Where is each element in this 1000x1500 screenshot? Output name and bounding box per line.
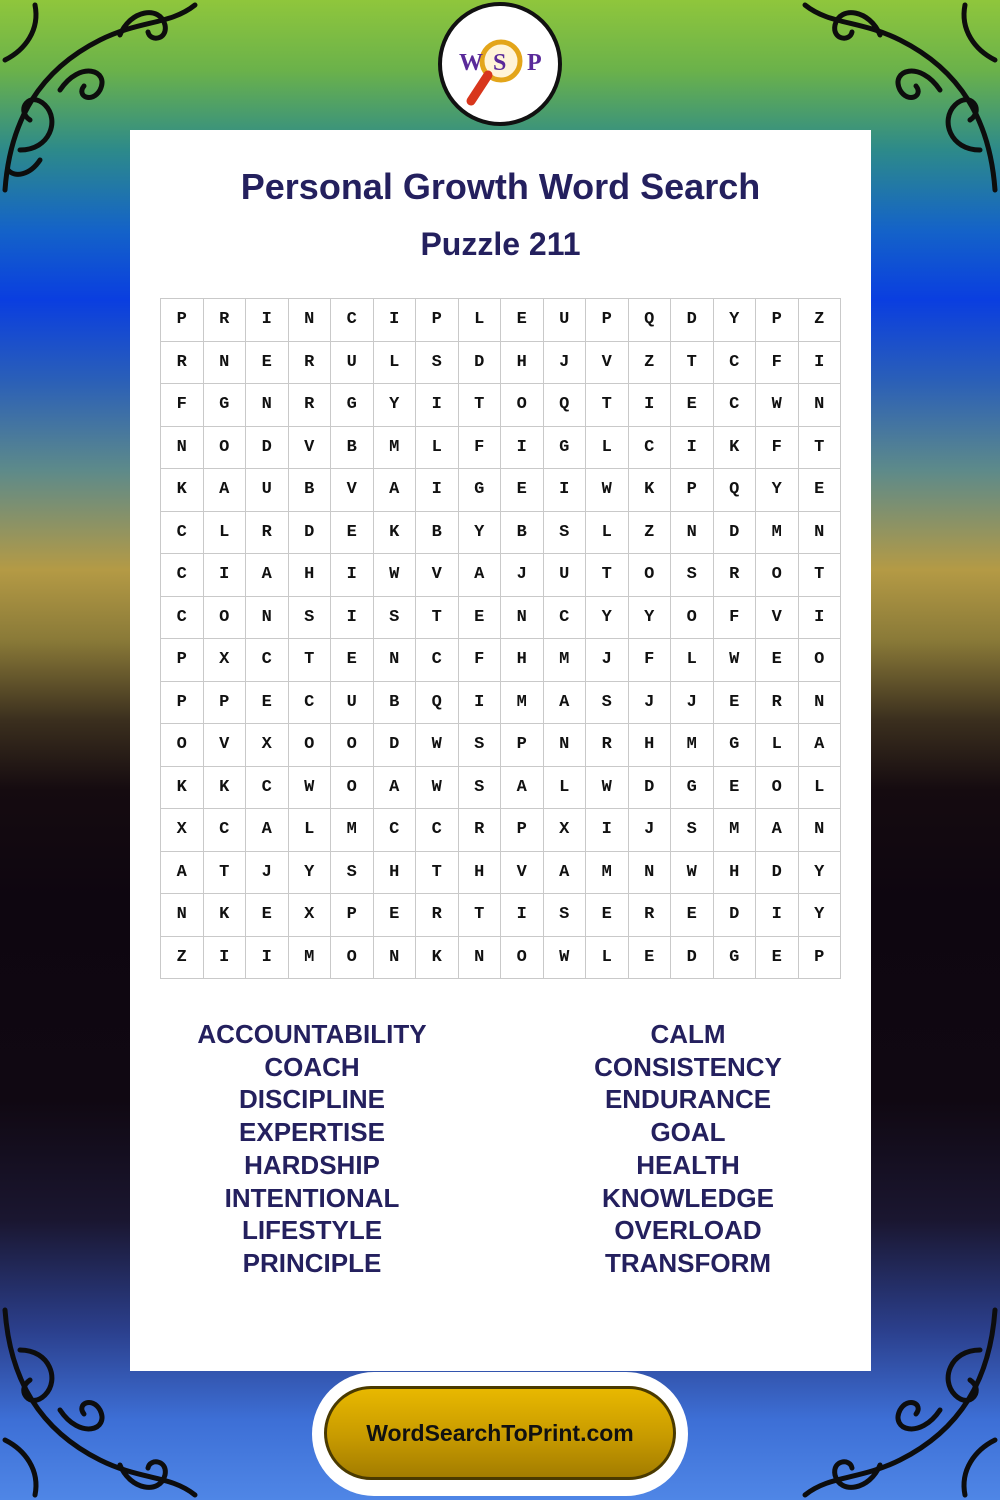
- grid-cell[interactable]: F: [459, 639, 502, 682]
- grid-cell[interactable]: E: [374, 894, 417, 937]
- grid-cell[interactable]: I: [799, 597, 842, 640]
- grid-cell[interactable]: E: [246, 682, 289, 725]
- grid-cell[interactable]: R: [204, 299, 247, 342]
- grid-cell[interactable]: N: [629, 852, 672, 895]
- grid-cell[interactable]: A: [161, 852, 204, 895]
- grid-cell[interactable]: Q: [629, 299, 672, 342]
- grid-cell[interactable]: H: [459, 852, 502, 895]
- grid-cell[interactable]: K: [629, 469, 672, 512]
- grid-cell[interactable]: I: [756, 894, 799, 937]
- grid-cell[interactable]: C: [714, 384, 757, 427]
- grid-cell[interactable]: G: [331, 384, 374, 427]
- grid-cell[interactable]: N: [246, 384, 289, 427]
- grid-cell[interactable]: R: [246, 512, 289, 555]
- grid-cell[interactable]: P: [671, 469, 714, 512]
- grid-cell[interactable]: B: [501, 512, 544, 555]
- grid-cell[interactable]: Z: [629, 512, 672, 555]
- grid-cell[interactable]: S: [374, 597, 417, 640]
- grid-cell[interactable]: N: [374, 639, 417, 682]
- grid-cell[interactable]: B: [416, 512, 459, 555]
- grid-cell[interactable]: A: [756, 809, 799, 852]
- grid-cell[interactable]: S: [671, 809, 714, 852]
- grid-cell[interactable]: P: [161, 639, 204, 682]
- grid-cell[interactable]: S: [416, 342, 459, 385]
- grid-cell[interactable]: E: [331, 512, 374, 555]
- grid-cell[interactable]: N: [161, 427, 204, 470]
- grid-cell[interactable]: C: [246, 767, 289, 810]
- grid-cell[interactable]: C: [331, 299, 374, 342]
- grid-cell[interactable]: E: [756, 639, 799, 682]
- grid-cell[interactable]: R: [629, 894, 672, 937]
- grid-cell[interactable]: R: [756, 682, 799, 725]
- word-list-item: PRINCIPLE: [242, 1247, 382, 1278]
- grid-cell[interactable]: J: [671, 682, 714, 725]
- grid-cell[interactable]: T: [204, 852, 247, 895]
- grid-cell[interactable]: O: [671, 597, 714, 640]
- grid-cell[interactable]: D: [289, 512, 332, 555]
- grid-cell[interactable]: L: [416, 427, 459, 470]
- grid-cell[interactable]: G: [204, 384, 247, 427]
- grid-cell[interactable]: O: [331, 767, 374, 810]
- grid-cell[interactable]: J: [501, 554, 544, 597]
- grid-cell[interactable]: C: [161, 597, 204, 640]
- grid-cell[interactable]: T: [459, 894, 502, 937]
- grid-cell[interactable]: I: [374, 299, 417, 342]
- grid-cell[interactable]: D: [629, 767, 672, 810]
- grid-cell[interactable]: I: [544, 469, 587, 512]
- grid-cell[interactable]: T: [799, 427, 842, 470]
- grid-cell[interactable]: K: [161, 767, 204, 810]
- grid-cell[interactable]: S: [671, 554, 714, 597]
- grid-cell[interactable]: K: [714, 427, 757, 470]
- grid-cell[interactable]: V: [289, 427, 332, 470]
- grid-cell[interactable]: S: [544, 512, 587, 555]
- site-link-button[interactable]: [324, 1386, 676, 1480]
- grid-cell[interactable]: A: [246, 554, 289, 597]
- grid-cell[interactable]: E: [756, 937, 799, 980]
- grid-cell[interactable]: H: [289, 554, 332, 597]
- grid-cell[interactable]: O: [204, 427, 247, 470]
- grid-cell[interactable]: B: [331, 427, 374, 470]
- word-list-left: [152, 1018, 472, 1280]
- grid-cell[interactable]: L: [671, 639, 714, 682]
- grid-cell[interactable]: N: [501, 597, 544, 640]
- grid-cell[interactable]: E: [714, 682, 757, 725]
- grid-cell[interactable]: I: [331, 554, 374, 597]
- grid-cell[interactable]: R: [459, 809, 502, 852]
- grid-cell[interactable]: T: [289, 639, 332, 682]
- grid-cell[interactable]: W: [586, 767, 629, 810]
- grid-cell[interactable]: C: [416, 809, 459, 852]
- grid-cell[interactable]: O: [331, 937, 374, 980]
- grid-cell[interactable]: R: [416, 894, 459, 937]
- grid-cell[interactable]: T: [416, 597, 459, 640]
- grid-cell[interactable]: I: [246, 299, 289, 342]
- grid-cell[interactable]: C: [416, 639, 459, 682]
- grid-cell[interactable]: M: [544, 639, 587, 682]
- grid-cell[interactable]: R: [289, 342, 332, 385]
- grid-cell[interactable]: G: [671, 767, 714, 810]
- grid-cell[interactable]: F: [629, 639, 672, 682]
- grid-cell[interactable]: E: [501, 299, 544, 342]
- grid-cell[interactable]: N: [374, 937, 417, 980]
- grid-cell[interactable]: I: [331, 597, 374, 640]
- grid-cell[interactable]: S: [459, 724, 502, 767]
- grid-cell[interactable]: I: [459, 682, 502, 725]
- grid-cell[interactable]: P: [501, 809, 544, 852]
- grid-cell[interactable]: I: [416, 384, 459, 427]
- grid-cell[interactable]: W: [416, 767, 459, 810]
- grid-cell[interactable]: O: [161, 724, 204, 767]
- grid-cell[interactable]: D: [756, 852, 799, 895]
- grid-cell[interactable]: C: [161, 554, 204, 597]
- grid-cell[interactable]: Y: [586, 597, 629, 640]
- grid-cell[interactable]: V: [331, 469, 374, 512]
- grid-cell[interactable]: B: [374, 682, 417, 725]
- grid-cell[interactable]: F: [756, 342, 799, 385]
- site-link-text: WordSearchToPrint.com: [366, 1419, 634, 1446]
- grid-cell[interactable]: N: [289, 299, 332, 342]
- grid-cell[interactable]: I: [416, 469, 459, 512]
- grid-cell[interactable]: A: [374, 469, 417, 512]
- word-list-item: ACCOUNTABILITY: [197, 1019, 427, 1049]
- grid-cell[interactable]: U: [331, 682, 374, 725]
- grid-cell[interactable]: T: [416, 852, 459, 895]
- grid-cell[interactable]: O: [799, 639, 842, 682]
- letter-grid: [160, 298, 841, 979]
- grid-cell[interactable]: V: [204, 724, 247, 767]
- grid-cell[interactable]: P: [161, 299, 204, 342]
- grid-cell[interactable]: P: [416, 299, 459, 342]
- word-list-item: GOAL: [650, 1117, 726, 1148]
- grid-cell[interactable]: E: [671, 894, 714, 937]
- word-list-right: [528, 1018, 848, 1280]
- grid-cell[interactable]: A: [374, 767, 417, 810]
- grid-cell[interactable]: Y: [459, 512, 502, 555]
- grid-cell[interactable]: M: [374, 427, 417, 470]
- grid-cell[interactable]: I: [501, 894, 544, 937]
- grid-cell[interactable]: L: [204, 512, 247, 555]
- word-list-item: DISCIPLINE: [239, 1084, 385, 1115]
- grid-cell[interactable]: X: [161, 809, 204, 852]
- grid-cell[interactable]: J: [246, 852, 289, 895]
- grid-cell[interactable]: Y: [714, 299, 757, 342]
- grid-cell[interactable]: L: [586, 512, 629, 555]
- grid-cell[interactable]: A: [544, 852, 587, 895]
- grid-cell[interactable]: J: [544, 342, 587, 385]
- site-link-badge[interactable]: [312, 1372, 688, 1496]
- grid-cell[interactable]: E: [459, 597, 502, 640]
- grid-cell[interactable]: E: [671, 384, 714, 427]
- grid-cell[interactable]: Y: [289, 852, 332, 895]
- grid-cell[interactable]: E: [586, 894, 629, 937]
- logo-letter-p: P: [527, 50, 542, 76]
- grid-cell[interactable]: R: [586, 724, 629, 767]
- grid-cell[interactable]: L: [586, 937, 629, 980]
- grid-cell[interactable]: N: [459, 937, 502, 980]
- grid-cell[interactable]: L: [374, 342, 417, 385]
- grid-cell[interactable]: O: [756, 554, 799, 597]
- grid-cell[interactable]: C: [289, 682, 332, 725]
- grid-cell[interactable]: O: [501, 384, 544, 427]
- grid-cell[interactable]: H: [714, 852, 757, 895]
- grid-cell[interactable]: U: [544, 299, 587, 342]
- grid-cell[interactable]: W: [586, 469, 629, 512]
- grid-cell[interactable]: K: [161, 469, 204, 512]
- grid-cell[interactable]: S: [331, 852, 374, 895]
- grid-cell[interactable]: C: [204, 809, 247, 852]
- grid-cell[interactable]: H: [501, 639, 544, 682]
- grid-cell[interactable]: Y: [374, 384, 417, 427]
- grid-cell[interactable]: N: [799, 682, 842, 725]
- grid-cell[interactable]: P: [501, 724, 544, 767]
- grid-cell[interactable]: R: [714, 554, 757, 597]
- grid-cell[interactable]: L: [544, 767, 587, 810]
- grid-cell[interactable]: A: [799, 724, 842, 767]
- grid-cell[interactable]: F: [161, 384, 204, 427]
- grid-cell[interactable]: E: [331, 639, 374, 682]
- grid-cell[interactable]: D: [246, 427, 289, 470]
- grid-cell[interactable]: Z: [629, 342, 672, 385]
- grid-cell[interactable]: B: [289, 469, 332, 512]
- grid-cell[interactable]: X: [246, 724, 289, 767]
- grid-cell[interactable]: D: [671, 299, 714, 342]
- grid-cell[interactable]: M: [331, 809, 374, 852]
- grid-cell[interactable]: C: [544, 597, 587, 640]
- grid-cell[interactable]: D: [459, 342, 502, 385]
- grid-cell[interactable]: M: [586, 852, 629, 895]
- grid-cell[interactable]: D: [714, 512, 757, 555]
- grid-cell[interactable]: C: [246, 639, 289, 682]
- word-list-item: COACH: [264, 1051, 360, 1082]
- grid-cell[interactable]: L: [799, 767, 842, 810]
- grid-cell[interactable]: F: [714, 597, 757, 640]
- grid-cell[interactable]: S: [459, 767, 502, 810]
- grid-cell[interactable]: J: [629, 682, 672, 725]
- word-list-item: EXPERTISE: [239, 1117, 385, 1148]
- grid-cell[interactable]: O: [629, 554, 672, 597]
- grid-cell[interactable]: G: [544, 427, 587, 470]
- grid-cell[interactable]: T: [671, 342, 714, 385]
- grid-cell[interactable]: E: [799, 469, 842, 512]
- grid-cell[interactable]: H: [629, 724, 672, 767]
- grid-cell[interactable]: E: [714, 767, 757, 810]
- grid-cell[interactable]: C: [629, 427, 672, 470]
- word-list-item: LIFESTYLE: [241, 1215, 383, 1246]
- grid-cell[interactable]: Y: [629, 597, 672, 640]
- word-list-item: TRANSFORM: [604, 1247, 772, 1278]
- grid-cell[interactable]: O: [289, 724, 332, 767]
- grid-cell[interactable]: I: [629, 384, 672, 427]
- grid-cell[interactable]: W: [374, 554, 417, 597]
- grid-cell[interactable]: C: [161, 512, 204, 555]
- grid-cell[interactable]: Y: [799, 894, 842, 937]
- grid-cell[interactable]: E: [501, 469, 544, 512]
- grid-cell[interactable]: I: [671, 427, 714, 470]
- grid-cell[interactable]: J: [629, 809, 672, 852]
- grid-cell[interactable]: P: [799, 937, 842, 980]
- grid-cell[interactable]: W: [289, 767, 332, 810]
- grid-cell[interactable]: S: [544, 894, 587, 937]
- grid-cell[interactable]: O: [331, 724, 374, 767]
- logo-letter-w: W: [459, 50, 483, 76]
- grid-cell[interactable]: T: [459, 384, 502, 427]
- page-title: Personal Growth Word Search: [240, 166, 761, 207]
- grid-cell[interactable]: I: [246, 937, 289, 980]
- grid-cell[interactable]: N: [799, 384, 842, 427]
- grid-cell[interactable]: A: [459, 554, 502, 597]
- grid-cell[interactable]: O: [756, 767, 799, 810]
- grid-cell[interactable]: W: [544, 937, 587, 980]
- grid-cell[interactable]: Q: [714, 469, 757, 512]
- word-list-item: CONSISTENCY: [594, 1051, 782, 1082]
- grid-cell[interactable]: P: [586, 299, 629, 342]
- grid-cell[interactable]: E: [629, 937, 672, 980]
- grid-cell[interactable]: U: [331, 342, 374, 385]
- word-list-item: HARDSHIP: [244, 1149, 380, 1180]
- logo-letter-s: S: [493, 50, 507, 76]
- grid-cell[interactable]: Y: [756, 469, 799, 512]
- grid-cell[interactable]: T: [799, 554, 842, 597]
- grid-cell[interactable]: W: [756, 384, 799, 427]
- grid-cell[interactable]: M: [756, 512, 799, 555]
- grid-cell[interactable]: N: [544, 724, 587, 767]
- grid-cell[interactable]: X: [289, 894, 332, 937]
- grid-cell[interactable]: X: [204, 639, 247, 682]
- grid-cell[interactable]: I: [586, 809, 629, 852]
- grid-cell[interactable]: N: [161, 894, 204, 937]
- grid-cell[interactable]: G: [714, 724, 757, 767]
- grid-cell[interactable]: M: [501, 682, 544, 725]
- puzzle-number: Puzzle 211: [420, 226, 581, 262]
- grid-cell[interactable]: J: [586, 639, 629, 682]
- word-list-item: OVERLOAD: [614, 1215, 762, 1246]
- grid-cell[interactable]: N: [799, 809, 842, 852]
- grid-cell[interactable]: C: [714, 342, 757, 385]
- grid-cell[interactable]: S: [586, 682, 629, 725]
- grid-cell[interactable]: Q: [544, 384, 587, 427]
- word-list-item: KNOWLEDGE: [602, 1182, 774, 1213]
- word-list-item: CALM: [650, 1019, 726, 1049]
- grid-cell[interactable]: H: [374, 852, 417, 895]
- grid-cell[interactable]: I: [204, 554, 247, 597]
- grid-cell[interactable]: P: [161, 682, 204, 725]
- grid-cell[interactable]: C: [374, 809, 417, 852]
- grid-cell[interactable]: M: [289, 937, 332, 980]
- grid-cell[interactable]: X: [544, 809, 587, 852]
- grid-cell[interactable]: K: [204, 767, 247, 810]
- grid-cell[interactable]: A: [544, 682, 587, 725]
- grid-cell[interactable]: M: [671, 724, 714, 767]
- grid-cell[interactable]: L: [289, 809, 332, 852]
- grid-cell[interactable]: A: [204, 469, 247, 512]
- grid-cell[interactable]: R: [161, 342, 204, 385]
- grid-cell[interactable]: T: [586, 554, 629, 597]
- grid-cell[interactable]: I: [799, 342, 842, 385]
- grid-cell[interactable]: N: [204, 342, 247, 385]
- grid-cell[interactable]: P: [331, 894, 374, 937]
- grid-cell[interactable]: N: [799, 512, 842, 555]
- grid-cell[interactable]: Z: [161, 937, 204, 980]
- grid-cell[interactable]: D: [714, 894, 757, 937]
- grid-cell[interactable]: R: [289, 384, 332, 427]
- grid-cell[interactable]: E: [246, 342, 289, 385]
- wsp-logo[interactable]: [438, 2, 562, 126]
- grid-cell[interactable]: G: [714, 937, 757, 980]
- grid-cell[interactable]: V: [416, 554, 459, 597]
- word-list-item: INTENTIONAL: [224, 1182, 400, 1213]
- grid-cell[interactable]: D: [671, 937, 714, 980]
- grid-cell[interactable]: V: [501, 852, 544, 895]
- grid-cell[interactable]: F: [459, 427, 502, 470]
- grid-cell[interactable]: T: [586, 384, 629, 427]
- grid-cell[interactable]: E: [246, 894, 289, 937]
- grid-cell[interactable]: A: [246, 809, 289, 852]
- magnifier-logo-icon: [445, 9, 555, 119]
- grid-cell[interactable]: I: [501, 427, 544, 470]
- grid-cell[interactable]: W: [416, 724, 459, 767]
- grid-cell[interactable]: U: [246, 469, 289, 512]
- grid-cell[interactable]: L: [756, 724, 799, 767]
- grid-cell[interactable]: K: [204, 894, 247, 937]
- grid-cell[interactable]: D: [374, 724, 417, 767]
- word-list-item: HEALTH: [636, 1149, 740, 1180]
- grid-cell[interactable]: A: [501, 767, 544, 810]
- grid-cell[interactable]: I: [204, 937, 247, 980]
- grid-cell[interactable]: Z: [799, 299, 842, 342]
- puzzle-card: [130, 130, 871, 1371]
- grid-cell[interactable]: W: [671, 852, 714, 895]
- grid-cell[interactable]: S: [289, 597, 332, 640]
- grid-cell[interactable]: Q: [416, 682, 459, 725]
- grid-cell[interactable]: O: [204, 597, 247, 640]
- grid-cell[interactable]: F: [756, 427, 799, 470]
- grid-cell[interactable]: W: [714, 639, 757, 682]
- grid-cell[interactable]: K: [374, 512, 417, 555]
- grid-cell[interactable]: G: [459, 469, 502, 512]
- grid-cell[interactable]: U: [544, 554, 587, 597]
- grid-cell[interactable]: V: [586, 342, 629, 385]
- grid-cell[interactable]: K: [416, 937, 459, 980]
- grid-cell[interactable]: N: [246, 597, 289, 640]
- grid-cell[interactable]: V: [756, 597, 799, 640]
- grid-cell[interactable]: L: [459, 299, 502, 342]
- grid-cell[interactable]: P: [204, 682, 247, 725]
- grid-cell[interactable]: H: [501, 342, 544, 385]
- grid-cell[interactable]: M: [714, 809, 757, 852]
- grid-cell[interactable]: P: [756, 299, 799, 342]
- word-list-item: ENDURANCE: [604, 1084, 772, 1115]
- grid-cell[interactable]: O: [501, 937, 544, 980]
- grid-cell[interactable]: N: [671, 512, 714, 555]
- grid-cell[interactable]: Y: [799, 852, 842, 895]
- grid-cell[interactable]: L: [586, 427, 629, 470]
